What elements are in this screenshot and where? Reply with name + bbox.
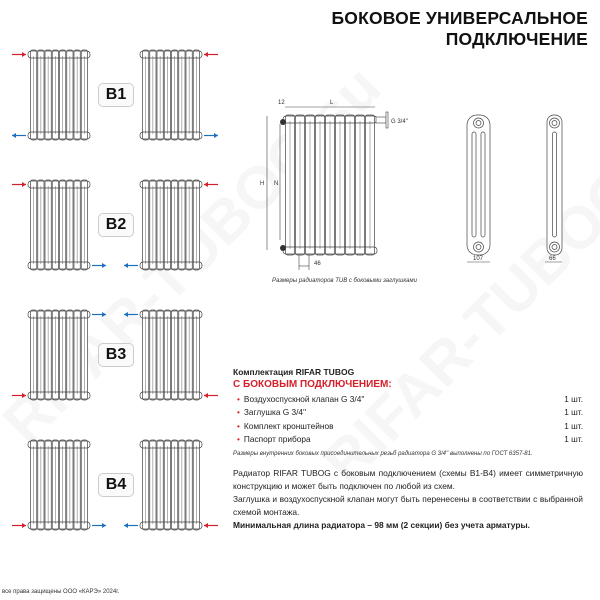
radiator-right [140, 50, 202, 140]
supply-arrow-icon [204, 393, 218, 398]
kit-item [233, 434, 583, 444]
radiator-right [140, 310, 202, 400]
supply-arrow-icon [12, 523, 26, 528]
kit-note: Размеры внутренних боковых присоединительных резьб радиатора G 3/4'' выполнены по ГОСТ 6357-81. [233, 451, 533, 457]
kit-item-name: Паспорт прибора [243, 434, 311, 444]
kit-subheading: С БОКОВЫМ ПОДКЛЮЧЕНИЕМ: [233, 379, 392, 390]
supply-arrow-icon [204, 182, 218, 187]
radiator-left [28, 440, 90, 530]
kit-item [233, 394, 583, 404]
title-line-1: БОКОВОЕ УНИВЕРСАЛЬНОЕ [331, 8, 588, 28]
return-arrow-icon [92, 523, 106, 528]
supply-arrow-icon [204, 523, 218, 528]
kit-heading: Комплектация RIFAR TUBOG [233, 367, 355, 377]
dim-height: H [260, 181, 265, 187]
dim-length: L [330, 100, 334, 106]
kit-item-qty: 1 шт. [564, 407, 583, 417]
dim-offset: 12 [278, 100, 285, 106]
radiator-right [140, 180, 202, 270]
bullet-icon: • [237, 420, 240, 431]
kit-item-qty: 1 шт. [564, 393, 583, 404]
drawing-caption: Размеры радиаторов TUB с боковыми заглушками [272, 278, 417, 284]
supply-arrow-icon [12, 52, 26, 57]
description-p1: Радиатор RIFAR TUBOG с боковым подключением (схемы B1-B4) имеет симметричную конструкцию и может быть подключен по любой из схем. [233, 468, 583, 491]
radiator-left [28, 50, 90, 140]
kit-item-name: Заглушка G 3/4'' [243, 407, 307, 417]
scheme-label-b2: B2 [98, 213, 134, 237]
return-arrow-icon [204, 133, 218, 138]
return-arrow-icon [12, 133, 26, 138]
radiator-side-view-2col [547, 115, 562, 255]
title-line-2: ПОДКЛЮЧЕНИЕ [445, 29, 588, 49]
return-arrow-icon [92, 263, 106, 268]
dim-pitch: 46 [314, 261, 321, 267]
bullet-icon: • [237, 407, 240, 417]
return-arrow-icon [92, 312, 106, 317]
dim-depth-3col: 107 [473, 256, 484, 262]
radiator-left [28, 180, 90, 270]
description [233, 467, 583, 532]
dim-thread: G 3/4'' [391, 119, 408, 125]
radiator-right [140, 440, 202, 530]
scheme-label-b3: B3 [98, 343, 134, 367]
kit-item-qty: 1 шт. [564, 434, 583, 444]
supply-arrow-icon [204, 52, 218, 57]
kit-item [233, 421, 583, 431]
return-arrow-icon [124, 312, 138, 317]
bullet-icon: • [237, 434, 240, 444]
kit-item-name: Воздухоспускной клапан G 3/4'' [243, 393, 365, 404]
dim-axis: N [274, 181, 279, 187]
bullet-icon: • [237, 393, 240, 404]
description-p2: Заглушка и воздухоспускной клапан могут быть перенесены в соответствии с выбранной схемой монтажа. [233, 494, 583, 517]
scheme-label-b4: B4 [98, 473, 134, 497]
radiator-front-view [280, 115, 377, 255]
kit-item-name: Комплект кронштейнов [243, 420, 334, 431]
dimension-drawing [240, 90, 600, 280]
kit-item-qty: 1 шт. [564, 420, 583, 431]
supply-arrow-icon [12, 393, 26, 398]
radiator-side-view-3col [467, 115, 490, 255]
copyright-footer: все права защищены ООО «КАРЭ» 2024г. [2, 589, 120, 595]
supply-arrow-icon [12, 182, 26, 187]
kit-section [233, 367, 583, 457]
dim-depth-2col: 66 [549, 256, 556, 262]
kit-item [233, 407, 583, 417]
description-p3: Минимальная длина радиатора – 98 мм (2 секции) без учета арматуры. [233, 520, 530, 530]
page-title [331, 8, 588, 50]
return-arrow-icon [124, 523, 138, 528]
radiator-left [28, 310, 90, 400]
scheme-label-b1: B1 [98, 83, 134, 107]
return-arrow-icon [124, 263, 138, 268]
